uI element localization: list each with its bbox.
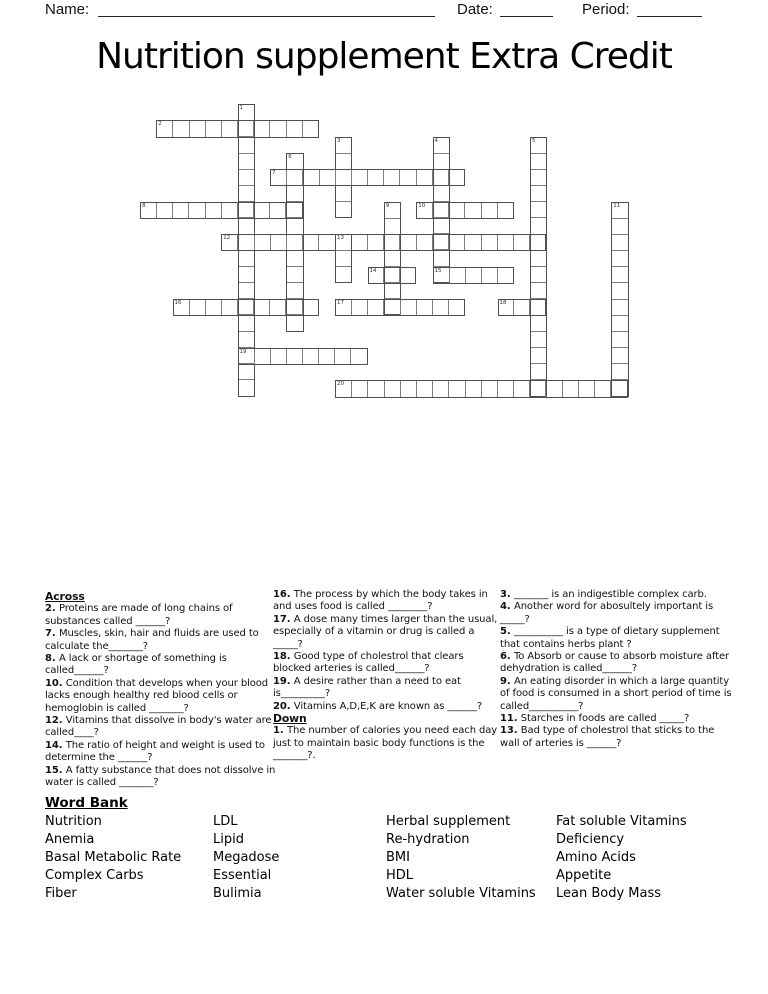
grid-cell[interactable] — [254, 349, 270, 364]
cell-number: 15 — [434, 267, 442, 274]
grid-cell[interactable] — [432, 300, 448, 315]
cell-number: 13 — [337, 235, 344, 241]
grid-cell[interactable] — [239, 282, 254, 298]
grid-cell[interactable] — [531, 331, 546, 347]
word-bank-item: Lean Body Mass — [556, 885, 662, 901]
grid-cell[interactable] — [513, 381, 529, 396]
cell-number: 5 — [532, 137, 536, 144]
grid-cell[interactable] — [172, 203, 188, 218]
grid-cell[interactable] — [302, 121, 318, 136]
grid-cell[interactable] — [336, 201, 351, 217]
clue-20: 20. Vitamins A,D,E,K are known as ______? — [273, 700, 483, 712]
grid-cell[interactable] — [350, 349, 366, 364]
grid-cell[interactable] — [432, 203, 448, 218]
grid-cell[interactable] — [351, 381, 367, 396]
grid-cell[interactable] — [610, 381, 626, 396]
clue-7: 7. Muscles, skin, hair and fluids are used to calculate the_______? — [45, 628, 259, 652]
grid-cell[interactable] — [531, 363, 546, 379]
cell-number: 18 — [499, 300, 507, 306]
grid-cell[interactable] — [239, 136, 254, 152]
period-blank-line[interactable] — [637, 2, 702, 17]
grid-cell[interactable] — [336, 250, 351, 266]
grid-cell[interactable] — [400, 300, 416, 315]
grid-cell[interactable] — [239, 250, 254, 266]
grid-cell[interactable] — [448, 170, 464, 185]
cell-number: 17 — [337, 300, 344, 306]
grid-cell[interactable] — [416, 300, 432, 315]
grid-cell[interactable] — [189, 300, 205, 315]
word-20-across — [335, 380, 628, 397]
grid-cell[interactable] — [319, 170, 335, 185]
word-bank-item: Water soluble Vitamins — [386, 885, 536, 901]
name-label: Name: — [45, 1, 90, 18]
grid-cell[interactable] — [434, 138, 449, 153]
grid-cell[interactable] — [531, 201, 546, 217]
grid-cell[interactable] — [336, 138, 351, 153]
word-bank-heading: Word Bank — [45, 795, 128, 811]
grid-cell[interactable] — [318, 349, 334, 364]
grid-cell[interactable] — [302, 170, 318, 185]
clue-15: 15. A fatty substance that does not dissolve in water is called _______? — [45, 764, 276, 789]
grid-cell[interactable] — [432, 235, 448, 250]
grid-cell[interactable] — [239, 314, 254, 330]
grid-cell[interactable] — [239, 217, 254, 233]
cell-number: 7 — [272, 170, 276, 176]
word-bank-item: Basal Metabolic Rate — [45, 849, 182, 865]
grid-cell[interactable] — [545, 381, 561, 396]
grid-cell[interactable] — [188, 203, 204, 218]
word-bank-item: Fiber — [45, 885, 77, 901]
word-bank-item: HDL — [386, 867, 414, 883]
clue-4: 4. Another word for abosultely important is _____? — [500, 601, 714, 625]
word-bank-column-2 — [213, 813, 279, 902]
grid-cell[interactable] — [239, 105, 254, 120]
grid-cell[interactable] — [367, 170, 383, 185]
grid-cell[interactable] — [434, 249, 449, 265]
grid-cell[interactable] — [385, 282, 400, 298]
grid-cell[interactable] — [205, 300, 221, 315]
cell-number: 16 — [174, 300, 182, 306]
clue-12: 12. Vitamins that dissolve in body's water are called____? — [45, 715, 272, 739]
grid-cell[interactable] — [612, 363, 627, 379]
cell-number: 20 — [337, 381, 344, 388]
grid-cell[interactable] — [529, 381, 545, 396]
grid-cell[interactable] — [448, 300, 464, 315]
grid-cell[interactable] — [513, 300, 529, 315]
grid-cell[interactable] — [578, 381, 594, 396]
grid-cell[interactable] — [416, 170, 432, 185]
grid-cell[interactable] — [481, 381, 497, 396]
grid-cell[interactable] — [285, 300, 301, 315]
word-17-across — [335, 299, 465, 316]
clue-5: 5. __________ is a type of dietary supplement that contains herbs plant ? — [500, 626, 720, 650]
grid-cell[interactable] — [513, 235, 529, 250]
word-bank-item: Essential — [213, 867, 272, 883]
grid-cell[interactable] — [531, 315, 546, 331]
grid-cell[interactable] — [286, 349, 302, 364]
grid-cell[interactable] — [156, 203, 172, 218]
grid-cell[interactable] — [271, 170, 286, 185]
cell-number: 10 — [418, 202, 426, 209]
grid-cell[interactable] — [302, 235, 318, 250]
grid-cell[interactable] — [174, 300, 189, 315]
clue-13: 13. Bad type of cholestrol that sticks to the wall of arteries is ______? — [500, 725, 715, 749]
word-7-across — [270, 169, 465, 186]
grid-cell[interactable] — [351, 300, 367, 315]
grid-cell[interactable] — [189, 121, 205, 136]
clue-14: 14. The ratio of height and weight is used to determine the ______? — [45, 739, 265, 764]
grid-cell[interactable] — [239, 153, 254, 169]
grid-cell[interactable] — [531, 282, 546, 298]
date-blank-line[interactable] — [500, 2, 553, 17]
grid-cell[interactable] — [287, 250, 302, 266]
grid-cell[interactable] — [416, 381, 432, 396]
grid-cell[interactable] — [465, 268, 481, 283]
clue-6: 6. To Absorb or cause to absorb moisture after dehydration is called______? — [500, 651, 730, 675]
word-bank-column-4 — [556, 813, 687, 902]
grid-cell[interactable] — [287, 266, 302, 282]
clue-10: 10. Condition that develops when your blood lacks enough healthy red blood cells or hemoglobin is called _______? — [45, 677, 269, 714]
cell-number: 4 — [434, 137, 438, 144]
grid-cell[interactable] — [286, 170, 302, 185]
clues-column-down — [500, 589, 736, 750]
grid-cell[interactable] — [385, 203, 400, 218]
grid-cell[interactable] — [302, 349, 318, 364]
grid-cell[interactable] — [239, 169, 254, 185]
grid-cell[interactable] — [239, 349, 254, 364]
grid-cell[interactable] — [612, 347, 627, 363]
grid-cell[interactable] — [416, 235, 432, 250]
grid-cell[interactable] — [531, 138, 546, 153]
word-5-down — [530, 137, 547, 397]
grid-cell[interactable] — [383, 300, 399, 315]
grid-cell[interactable] — [385, 250, 400, 266]
grid-cell[interactable] — [286, 235, 302, 250]
word-8-across — [140, 202, 303, 219]
grid-cell[interactable] — [497, 381, 513, 396]
grid-cell[interactable] — [336, 235, 351, 250]
cell-number: 8 — [142, 202, 146, 209]
grid-cell[interactable] — [237, 300, 253, 315]
clue-9: 9. An eating disorder in which a large quantity of food is consumed in a short period of time is called__________? — [500, 675, 732, 712]
clue-11: 11. Starches in foods are called _____? — [500, 713, 690, 725]
grid-cell[interactable] — [172, 121, 188, 136]
grid-cell[interactable] — [612, 282, 627, 298]
grid-cell[interactable] — [497, 203, 513, 218]
grid-cell[interactable] — [254, 235, 270, 250]
grid-cell[interactable] — [336, 153, 351, 169]
grid-cell[interactable] — [531, 347, 546, 363]
cell-number: 12 — [223, 235, 231, 241]
grid-cell[interactable] — [399, 170, 415, 185]
grid-cell[interactable] — [336, 185, 351, 201]
grid-cell[interactable] — [531, 266, 546, 282]
date-label: Date: — [457, 1, 493, 18]
grid-cell[interactable] — [336, 381, 351, 396]
grid-cell[interactable] — [270, 235, 286, 250]
clues-heading-down: Down — [273, 712, 307, 726]
word-12-across — [221, 234, 546, 251]
cell-number: 1 — [239, 105, 243, 111]
grid-cell[interactable] — [432, 170, 448, 185]
grid-cell[interactable] — [335, 170, 351, 185]
grid-cell[interactable] — [239, 266, 254, 282]
grid-cell[interactable] — [497, 235, 513, 250]
grid-cell[interactable] — [612, 299, 627, 315]
word-bank-item: BMI — [386, 849, 410, 865]
clue-19: 19. A desire rather than a need to eat is_________? — [273, 675, 461, 700]
grid-cell[interactable] — [612, 218, 627, 234]
word-bank-item: Megadose — [213, 849, 280, 865]
grid-cell[interactable] — [253, 121, 269, 136]
grid-cell[interactable] — [529, 300, 545, 315]
grid-cell[interactable] — [239, 185, 254, 201]
grid-cell[interactable] — [464, 203, 480, 218]
grid-cell[interactable] — [239, 363, 254, 379]
grid-cell[interactable] — [383, 235, 399, 250]
grid-cell[interactable] — [269, 300, 285, 315]
grid-cell[interactable] — [531, 153, 546, 169]
grid-cell[interactable] — [239, 331, 254, 347]
clue-8: 8. A lack or shortage of something is called______? — [45, 653, 227, 677]
grid-cell[interactable] — [253, 203, 269, 218]
cell-number: 11 — [613, 202, 621, 209]
grid-cell[interactable] — [612, 234, 627, 250]
grid-cell[interactable] — [612, 203, 627, 218]
grid-cell[interactable] — [157, 121, 172, 136]
grid-cell[interactable] — [285, 203, 301, 218]
word-bank-item: Deficiency — [556, 831, 625, 847]
grid-cell[interactable] — [612, 331, 627, 347]
clue-1: 1. The number of calories you need each day just to maintain basic body functions is the _______?. — [273, 725, 498, 762]
word-bank-item: Re-hydration — [386, 831, 470, 847]
clue-16: 16. The process by which the body takes in and uses food is called ________? — [273, 589, 488, 613]
word-14-across — [368, 267, 417, 284]
grid-cell[interactable] — [287, 217, 302, 233]
word-bank-item: LDL — [213, 814, 238, 829]
grid-cell[interactable] — [367, 300, 383, 315]
clues-column-across — [45, 591, 281, 790]
grid-cell[interactable] — [432, 381, 448, 396]
word-bank-item: Nutrition — [45, 814, 102, 829]
grid-cell[interactable] — [434, 268, 449, 283]
grid-cell[interactable] — [221, 121, 237, 136]
grid-cell[interactable] — [221, 203, 237, 218]
word-bank-item: Bulimia — [213, 885, 262, 901]
word-15-across — [433, 267, 514, 284]
grid-cell[interactable] — [434, 153, 449, 169]
grid-cell[interactable] — [205, 203, 221, 218]
grid-cell[interactable] — [481, 268, 497, 283]
grid-cell[interactable] — [499, 300, 514, 315]
word-bank-item: Complex Carbs — [45, 867, 144, 883]
word-bank-item: Amino Acids — [556, 849, 636, 865]
grid-cell[interactable] — [399, 268, 415, 283]
grid-cell[interactable] — [383, 170, 399, 185]
grid-cell[interactable] — [465, 381, 481, 396]
cell-number: 14 — [369, 267, 377, 274]
grid-cell[interactable] — [481, 203, 497, 218]
grid-cell[interactable] — [531, 185, 546, 201]
grid-cell[interactable] — [334, 349, 350, 364]
grid-cell[interactable] — [287, 185, 302, 201]
cell-number: 6 — [288, 153, 292, 160]
cell-number: 2 — [158, 121, 162, 128]
grid-cell[interactable] — [286, 121, 302, 136]
word-bank-item: Fat soluble Vitamins — [556, 814, 687, 829]
grid-cell[interactable] — [269, 121, 285, 136]
grid-cell[interactable] — [531, 217, 546, 233]
word-bank-item: Herbal supplement — [386, 814, 511, 829]
grid-cell[interactable] — [562, 381, 578, 396]
cell-number: 19 — [239, 348, 247, 355]
grid-cell[interactable] — [448, 235, 464, 250]
grid-cell[interactable] — [449, 268, 465, 283]
word-13-down — [335, 234, 352, 283]
word-11-down — [611, 202, 628, 397]
grid-cell[interactable] — [367, 381, 383, 396]
clue-3: 3. _______ is an indigestible complex carb. — [500, 589, 707, 600]
grid-cell[interactable] — [400, 381, 416, 396]
clue-2: 2. Proteins are made of long chains of substances called ______? — [45, 603, 233, 627]
grid-cell[interactable] — [529, 235, 545, 250]
word-10-across — [416, 202, 514, 219]
grid-cell[interactable] — [302, 300, 318, 315]
grid-cell[interactable] — [434, 217, 449, 233]
grid-cell[interactable] — [464, 235, 480, 250]
name-blank-line[interactable] — [98, 2, 435, 17]
grid-cell[interactable] — [237, 235, 253, 250]
grid-cell[interactable] — [237, 121, 253, 136]
grid-cell[interactable] — [612, 315, 627, 331]
grid-cell[interactable] — [351, 235, 367, 250]
word-bank-column-1 — [45, 813, 181, 902]
page-title: Nutrition supplement Extra Credit — [96, 36, 672, 77]
grid-cell[interactable] — [222, 235, 237, 250]
grid-cell[interactable] — [448, 203, 464, 218]
word-bank-column-3 — [386, 813, 536, 902]
clue-17: 17. A dose many times larger than the usual, especially of a vitamin or drug is called a _____? — [273, 613, 498, 650]
clues-column-middle — [273, 589, 503, 763]
grid-cell[interactable] — [351, 170, 367, 185]
grid-cell[interactable] — [221, 300, 237, 315]
grid-cell[interactable] — [270, 349, 286, 364]
grid-cell[interactable] — [434, 185, 449, 201]
word-19-across — [238, 348, 368, 365]
grid-cell[interactable] — [287, 154, 302, 169]
grid-cell[interactable] — [336, 300, 351, 315]
crossword-grid — [140, 104, 629, 398]
grid-cell[interactable] — [205, 121, 221, 136]
grid-cell[interactable] — [287, 282, 302, 298]
grid-cell[interactable] — [239, 379, 254, 395]
grid-cell[interactable] — [384, 381, 400, 396]
grid-cell[interactable] — [448, 381, 464, 396]
grid-cell[interactable] — [531, 169, 546, 185]
grid-cell[interactable] — [367, 235, 383, 250]
cell-number: 3 — [337, 137, 341, 144]
grid-cell[interactable] — [369, 268, 384, 283]
word-2-across — [156, 120, 319, 137]
grid-cell[interactable] — [531, 250, 546, 266]
period-label: Period: — [582, 1, 630, 18]
grid-cell[interactable] — [417, 203, 432, 218]
grid-cell[interactable] — [612, 250, 627, 266]
clues-heading-across: Across — [45, 590, 85, 603]
grid-cell[interactable] — [497, 268, 513, 283]
grid-cell[interactable] — [287, 314, 302, 330]
grid-cell[interactable] — [269, 203, 285, 218]
word-16-across — [173, 299, 319, 316]
grid-cell[interactable] — [237, 203, 253, 218]
grid-cell[interactable] — [336, 266, 351, 282]
cell-number: 9 — [385, 202, 390, 209]
word-bank-item: Appetite — [556, 867, 612, 883]
grid-cell[interactable] — [385, 218, 400, 234]
grid-cell[interactable] — [253, 300, 269, 315]
word-18-across — [498, 299, 547, 316]
grid-cell[interactable] — [594, 381, 610, 396]
grid-cell[interactable] — [383, 268, 399, 283]
word-bank-item: Lipid — [213, 831, 244, 847]
grid-cell[interactable] — [141, 203, 156, 218]
word-bank-item: Anemia — [45, 831, 95, 847]
grid-cell[interactable] — [399, 235, 415, 250]
grid-cell[interactable] — [612, 266, 627, 282]
grid-cell[interactable] — [481, 235, 497, 250]
clue-18: 18. Good type of cholestrol that clears blocked arteries is called______? — [273, 651, 464, 675]
grid-cell[interactable] — [318, 235, 334, 250]
